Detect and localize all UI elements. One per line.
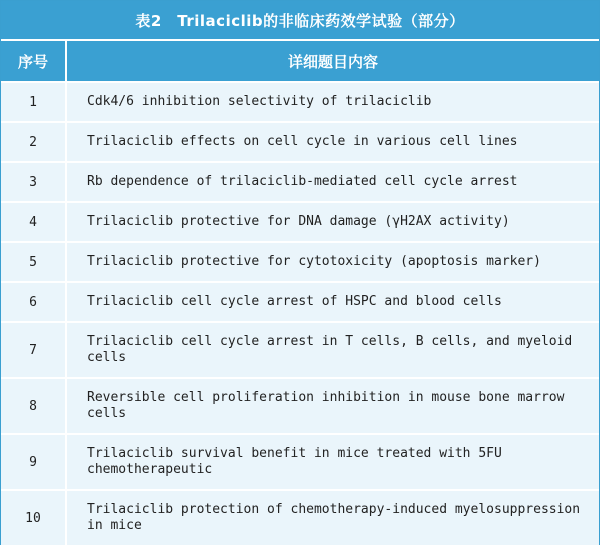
row-detail: Trilaciclib protective for DNA damage (γH2AX activity)	[87, 214, 510, 229]
row-number: 9	[1, 435, 67, 489]
row-detail: Cdk4/6 inhibition selectivity of trilaciclib	[87, 94, 432, 109]
table-row	[1, 83, 599, 123]
table-row	[1, 323, 599, 379]
table-row	[1, 379, 599, 435]
table-header-row	[1, 41, 599, 81]
row-number: 8	[1, 379, 67, 433]
row-number: 6	[1, 283, 67, 321]
row-detail: Trilaciclib cell cycle arrest in T cells, B cells, and myeloid cells	[87, 334, 573, 365]
table-row	[1, 123, 599, 163]
row-detail: Rb dependence of trilaciclib-mediated cell cycle arrest	[87, 174, 518, 189]
row-detail: Trilaciclib protective for cytotoxicity (apoptosis marker)	[87, 254, 541, 269]
row-number: 10	[1, 491, 67, 545]
table-row	[1, 491, 599, 545]
row-detail: Trilaciclib survival benefit in mice treated with 5FU chemotherapeutic	[87, 446, 502, 477]
row-number: 5	[1, 243, 67, 281]
table-body	[1, 81, 599, 545]
row-detail: Trilaciclib effects on cell cycle in various cell lines	[87, 134, 518, 149]
table-row	[1, 163, 599, 203]
table-row	[1, 243, 599, 283]
row-number: 4	[1, 203, 67, 241]
table-row	[1, 283, 599, 323]
row-number: 1	[1, 83, 67, 121]
row-number: 3	[1, 163, 67, 201]
table-title: 表2 Trilaciclib的非临床药效学试验（部分）	[1, 1, 599, 41]
row-number: 2	[1, 123, 67, 161]
row-detail: Reversible cell proliferation inhibition in mouse bone marrow cells	[87, 390, 565, 421]
table-row	[1, 203, 599, 243]
row-number: 7	[1, 323, 67, 377]
table-row	[1, 435, 599, 491]
column-header-detail: 详细题目内容	[287, 52, 378, 71]
column-header-number: 序号	[1, 41, 67, 81]
row-detail: Trilaciclib protection of chemotherapy-induced myelosuppression in mice	[87, 502, 581, 533]
row-detail: Trilaciclib cell cycle arrest of HSPC and blood cells	[87, 294, 502, 309]
